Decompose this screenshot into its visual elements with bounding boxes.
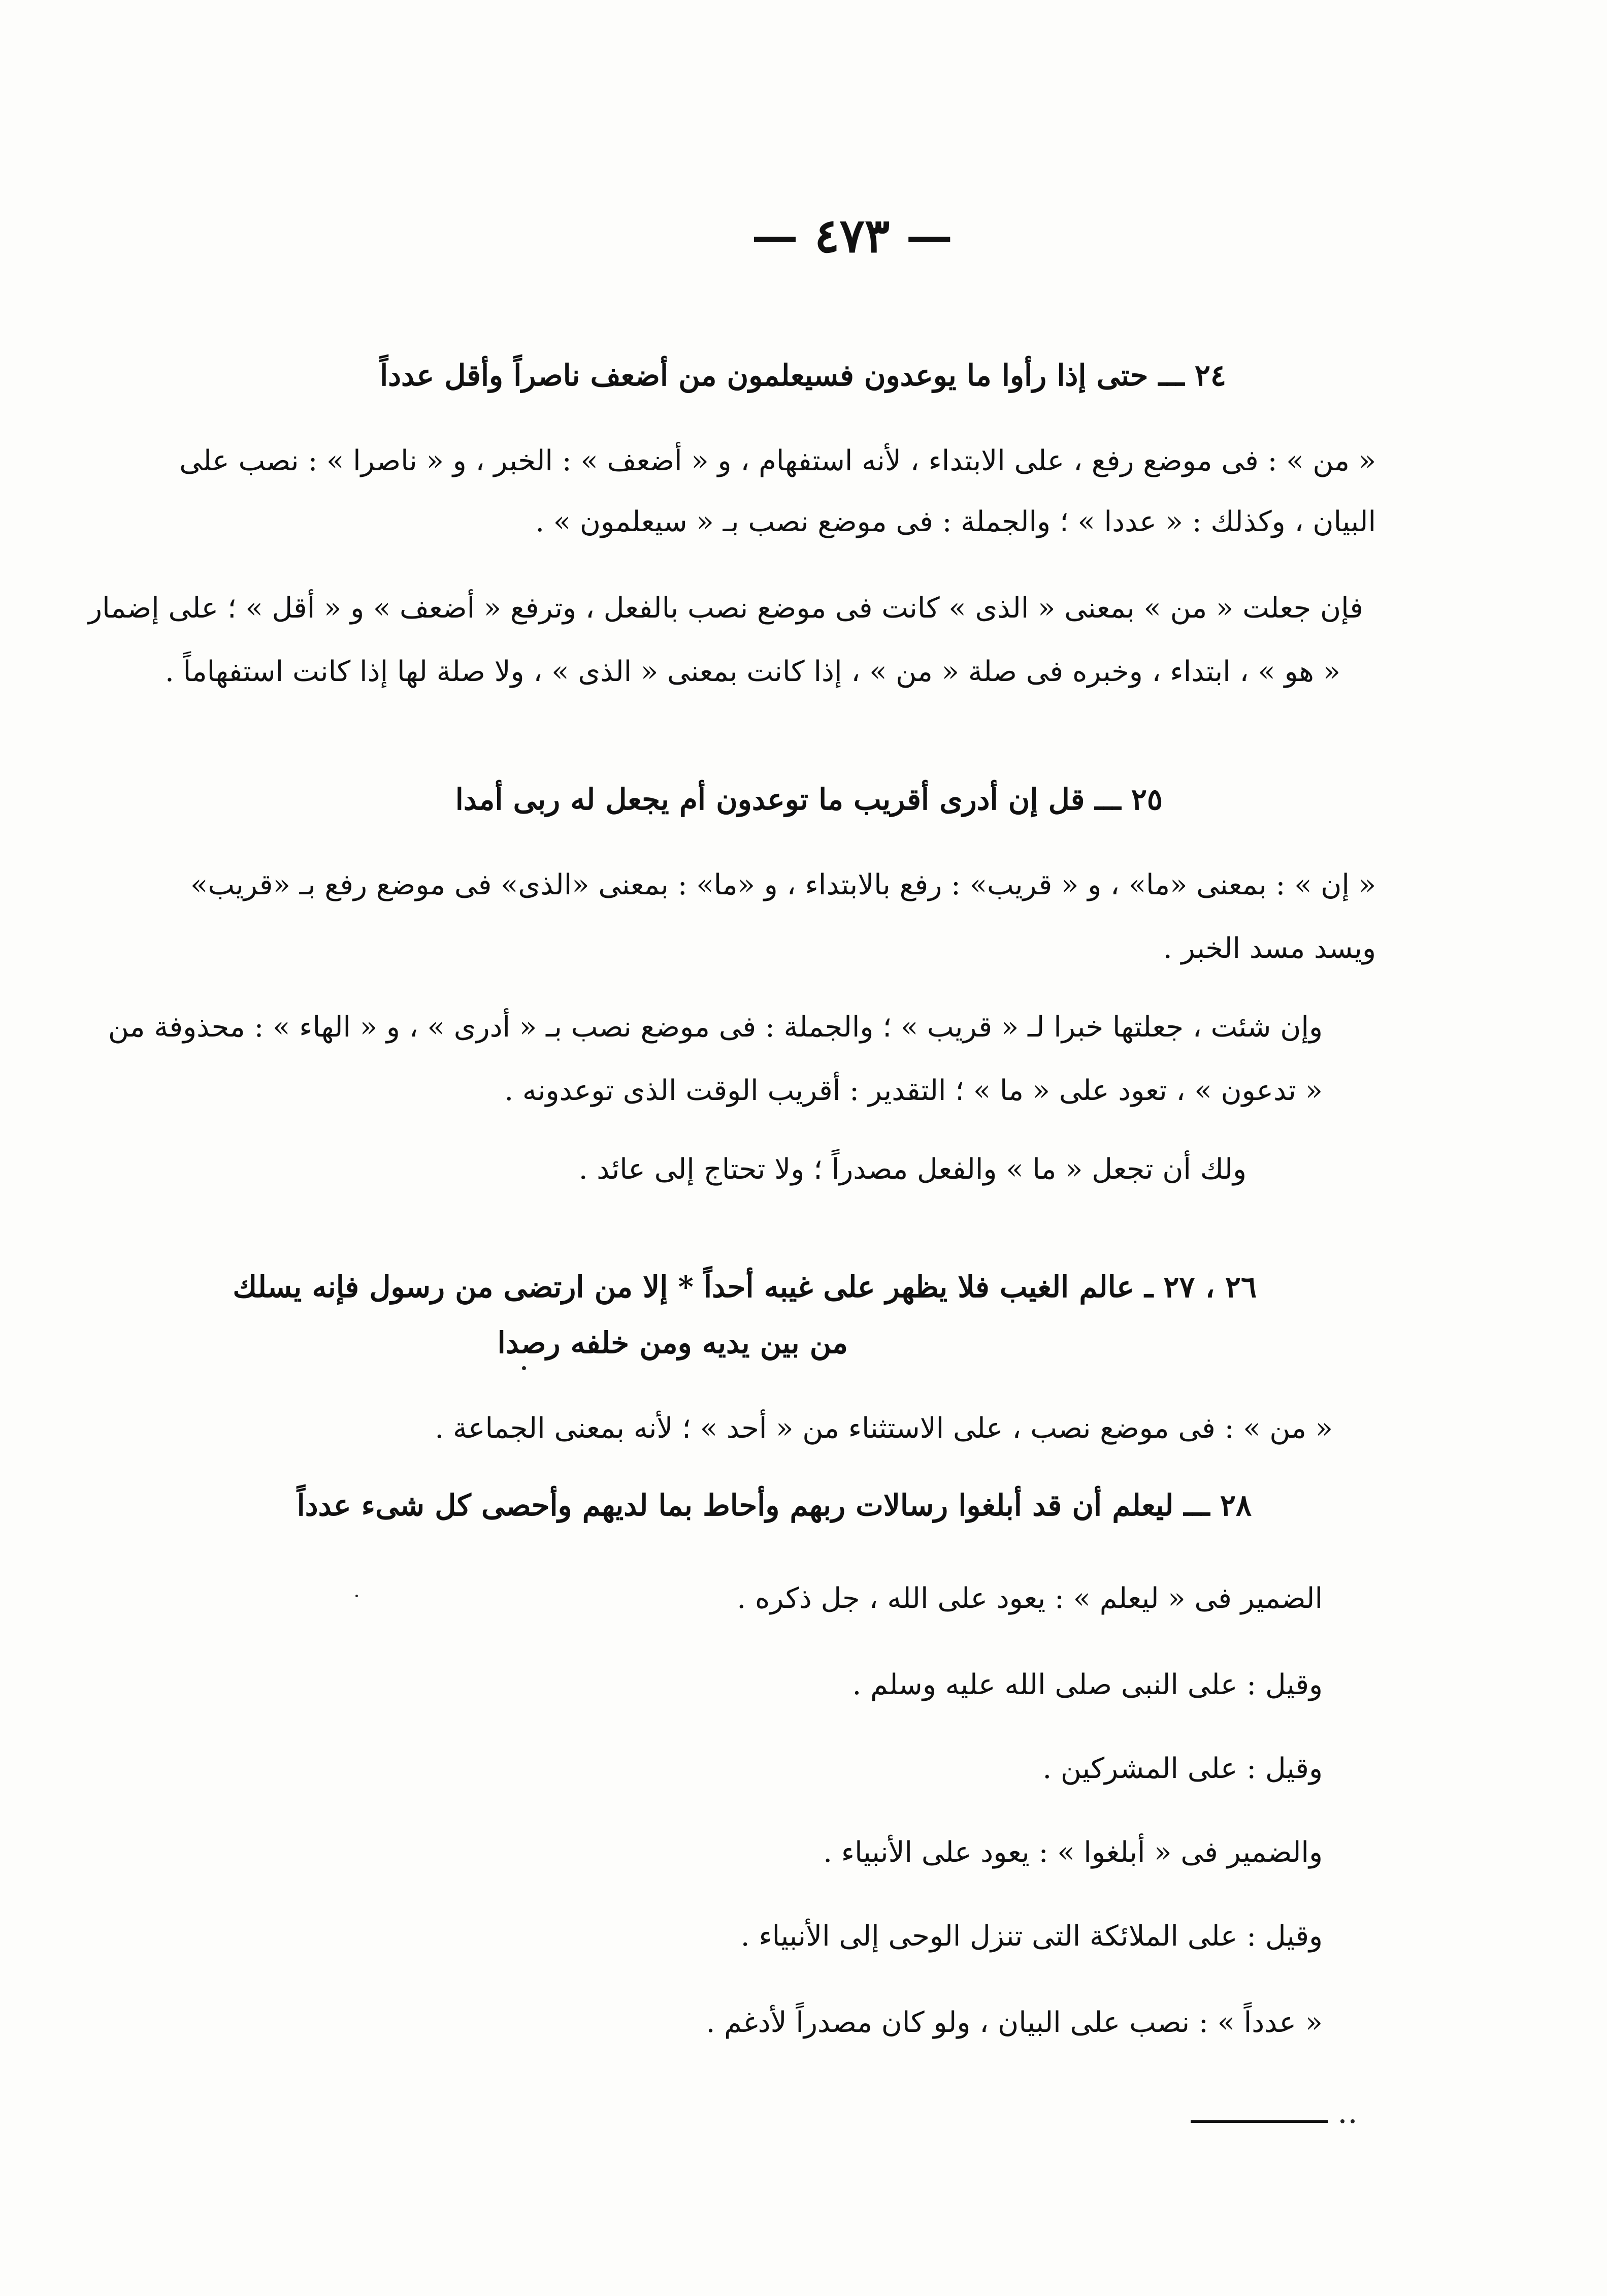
v24-para1-line1: « من » : فى موضع رفع ، على الابتداء ، لأنه استفهام ، و « أضعف » : الخبر ، و « ناصرا » : نصب على [179,444,1376,477]
verse-24: ٢٤ ـــ حتى إذا رأوا ما يوعدون فسيعلمون من أضعف ناصراً وأقل عدداً [380,358,1226,393]
verse-26-27-line2: من بين يديه ومن خلفه رصدا [497,1325,848,1360]
scan-speck [522,1366,526,1370]
v24-para2-line1: فإن جعلت « من » بمعنى « الذى » كانت فى موضع نصب بالفعل ، وترفع « أضعف » و « أقل » ؛ على إضمار [88,592,1363,625]
verse-28: ٢٨ ـــ ليعلم أن قد أبلغوا رسالات ربهم وأحاط بما لديهم وأحصى كل شىء عدداً [297,1488,1252,1523]
v25-para2-line1: وإن شئت ، جعلتها خبرا لـ « قريب » ؛ والجملة : فى موضع نصب بـ « أدرى » ، و « الهاء » : محذوفة من [108,1011,1323,1044]
scan-speck [355,1595,358,1597]
v24-para2-line2: « هو » ، ابتداء ، وخبره فى صلة « من » ، إذا كانت بمعنى « الذى » ، ولا صلة لها إذا كانت استفهاماً . [165,655,1340,688]
v28-para5: وقيل : على الملائكة التى تنزل الوحى إلى الأنبياء . [740,1920,1323,1953]
verse-26-27-line1: ٢٦ ، ٢٧ ـ عالم الغيب فلا يظهر على غيبه أحداً * إلا من ارتضى من رسول فإنه يسلك [233,1270,1257,1304]
v28-para2: وقيل : على النبى صلى الله عليه وسلم . [852,1668,1323,1701]
v26-para1-line1: « من » : فى موضع نصب ، على الاستثناء من « أحد » ؛ لأنه بمعنى الجماعة . [435,1412,1333,1445]
scan-speck [1340,2119,1344,2123]
footer-rule [1191,2120,1328,2123]
v28-para3: وقيل : على المشركين . [1042,1752,1323,1785]
v25-para1-line1: « إن » : بمعنى «ما» ، و « قريب» : رفع بالابتداء ، و «ما» : بمعنى «الذى» فى موضع رفع بـ «قريب» [190,868,1376,901]
v28-para4: والضمير فى « أبلغوا » : يعود على الأنبياء . [823,1836,1323,1869]
v25-para3-line1: ولك أن تجعل « ما » والفعل مصدراً ؛ ولا تحتاج إلى عائد . [578,1153,1247,1186]
page-number: — ٤٧٣ — [751,208,953,263]
verse-25: ٢٥ ـــ قل إن أدرى أقريب ما توعدون أم يجعل له ربى أمدا [455,782,1163,817]
v25-para1-line2: ويسد مسد الخبر . [1163,932,1376,965]
v25-para2-line2: « تدعون » ، تعود على « ما » ؛ التقدير : أقريب الوقت الذى توعدونه . [504,1074,1323,1107]
v24-para1-line2: البيان ، وكذلك : « عددا » ؛ والجملة : فى موضع نصب بـ « سيعلمون » . [535,505,1376,538]
v28-para1: الضمير فى « ليعلم » : يعود على الله ، جل ذكره . [737,1582,1323,1615]
v28-para6: « عدداً » : نصب على البيان ، ولو كان مصدراً لأدغم . [706,2006,1323,2039]
scan-speck [1351,2119,1355,2123]
